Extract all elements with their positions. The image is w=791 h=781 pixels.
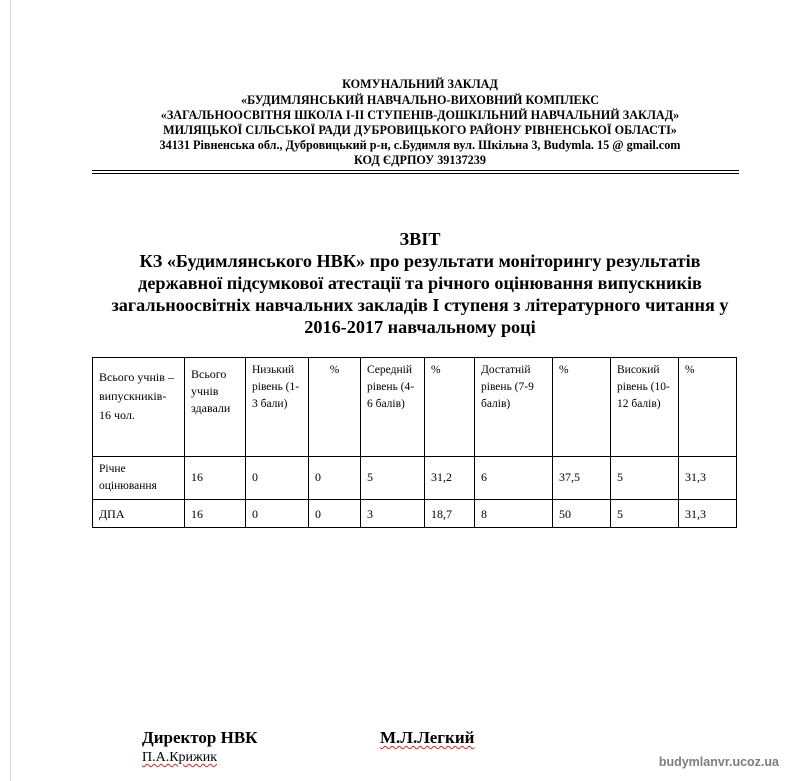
table-cell: 16 [185, 457, 246, 500]
table-cell: 18,7 [425, 500, 475, 528]
header-line-4: МИЛЯЦЬКОЇ СІЛЬСЬКОЇ РАДИ ДУБРОВИЦЬКОГО РАЙОНУ РІВНЕНСЬКОЇ ОБЛАСТІ» [163, 123, 677, 137]
header-edrpou: КОД ЄДРПОУ 39137239 [354, 153, 486, 167]
report-heading: ЗВІТ [399, 229, 441, 249]
executor-name: П.А.Крижик [142, 750, 218, 765]
header-cell-took: Всього учнів здавали [185, 358, 246, 457]
report-title-line-1: КЗ «Будимлянського НВК» про результати моніторингу результатів [139, 251, 701, 271]
row-label-dpa: ДПА [93, 500, 185, 528]
table-header-row [93, 358, 737, 457]
table-cell: 0 [309, 500, 361, 528]
table-cell: 8 [475, 500, 553, 528]
header-rule-bottom [92, 173, 739, 174]
header-rule-top [92, 170, 739, 171]
site-watermark: budymlanvr.ucoz.ua [658, 755, 779, 769]
table-cell: 3 [361, 500, 425, 528]
table-cell: 5 [361, 457, 425, 500]
header-address: 34131 Рівненська обл., Дубровицький р-н, с.Будимля вул. Шкільна 3, Budymla. 15 @ gmail.com [159, 138, 681, 152]
table-cell: 0 [246, 500, 309, 528]
table-cell: 0 [309, 457, 361, 500]
header-cell-high-percent: % [679, 358, 737, 457]
table-cell: 31,3 [679, 457, 737, 500]
header-cell-total: Всього учнів – випускників- 16 чол. [93, 358, 185, 457]
table-row [93, 500, 737, 528]
row-label-annual: Річне оцінювання [93, 457, 185, 500]
header-cell-low: Низький рівень (1-3 бали) [246, 358, 309, 457]
director-name: М.Л.Легкий [380, 728, 475, 747]
report-title-line-4: 2016-2017 навчальному році [304, 317, 536, 337]
table-cell: 31,2 [425, 457, 475, 500]
table-cell: 5 [611, 500, 679, 528]
header-cell-medium-percent: % [425, 358, 475, 457]
header-line-3: «ЗАГАЛЬНООСВІТНЯ ШКОЛА І-ІІ СТУПЕНІВ-ДОШКІЛЬНИЙ НАВЧАЛЬНИЙ ЗАКЛАД» [160, 108, 680, 122]
table-cell: 0 [246, 457, 309, 500]
header-cell-high: Високий рівень (10-12 балів) [611, 358, 679, 457]
results-table [92, 357, 737, 528]
report-title-line-2: державної підсумкової атестації та річного оцінювання випускників [138, 273, 702, 293]
header-cell-low-percent: % [309, 358, 361, 457]
header-line-2: «БУДИМЛЯНСЬКИЙ НАВЧАЛЬНО-ВИХОВНИЙ КОМПЛЕКС [241, 93, 599, 107]
header-line-1: КОМУНАЛЬНИЙ ЗАКЛАД [342, 77, 498, 91]
header-cell-sufficient-percent: % [553, 358, 611, 457]
table-cell: 6 [475, 457, 553, 500]
table-cell: 16 [185, 500, 246, 528]
table-cell: 5 [611, 457, 679, 500]
table-cell: 37,5 [553, 457, 611, 500]
header-cell-medium: Середній рівень (4-6 балів) [361, 358, 425, 457]
header-cell-sufficient: Достатній рівень (7-9 балів) [475, 358, 553, 457]
director-title: Директор НВК [142, 728, 258, 747]
report-title-line-3: загальноосвітніх навчальних закладів І ступеня з літературного читання у [111, 295, 729, 315]
page-edge-line [10, 0, 11, 781]
table-cell: 31,3 [679, 500, 737, 528]
table-cell: 50 [553, 500, 611, 528]
table-row [93, 457, 737, 500]
